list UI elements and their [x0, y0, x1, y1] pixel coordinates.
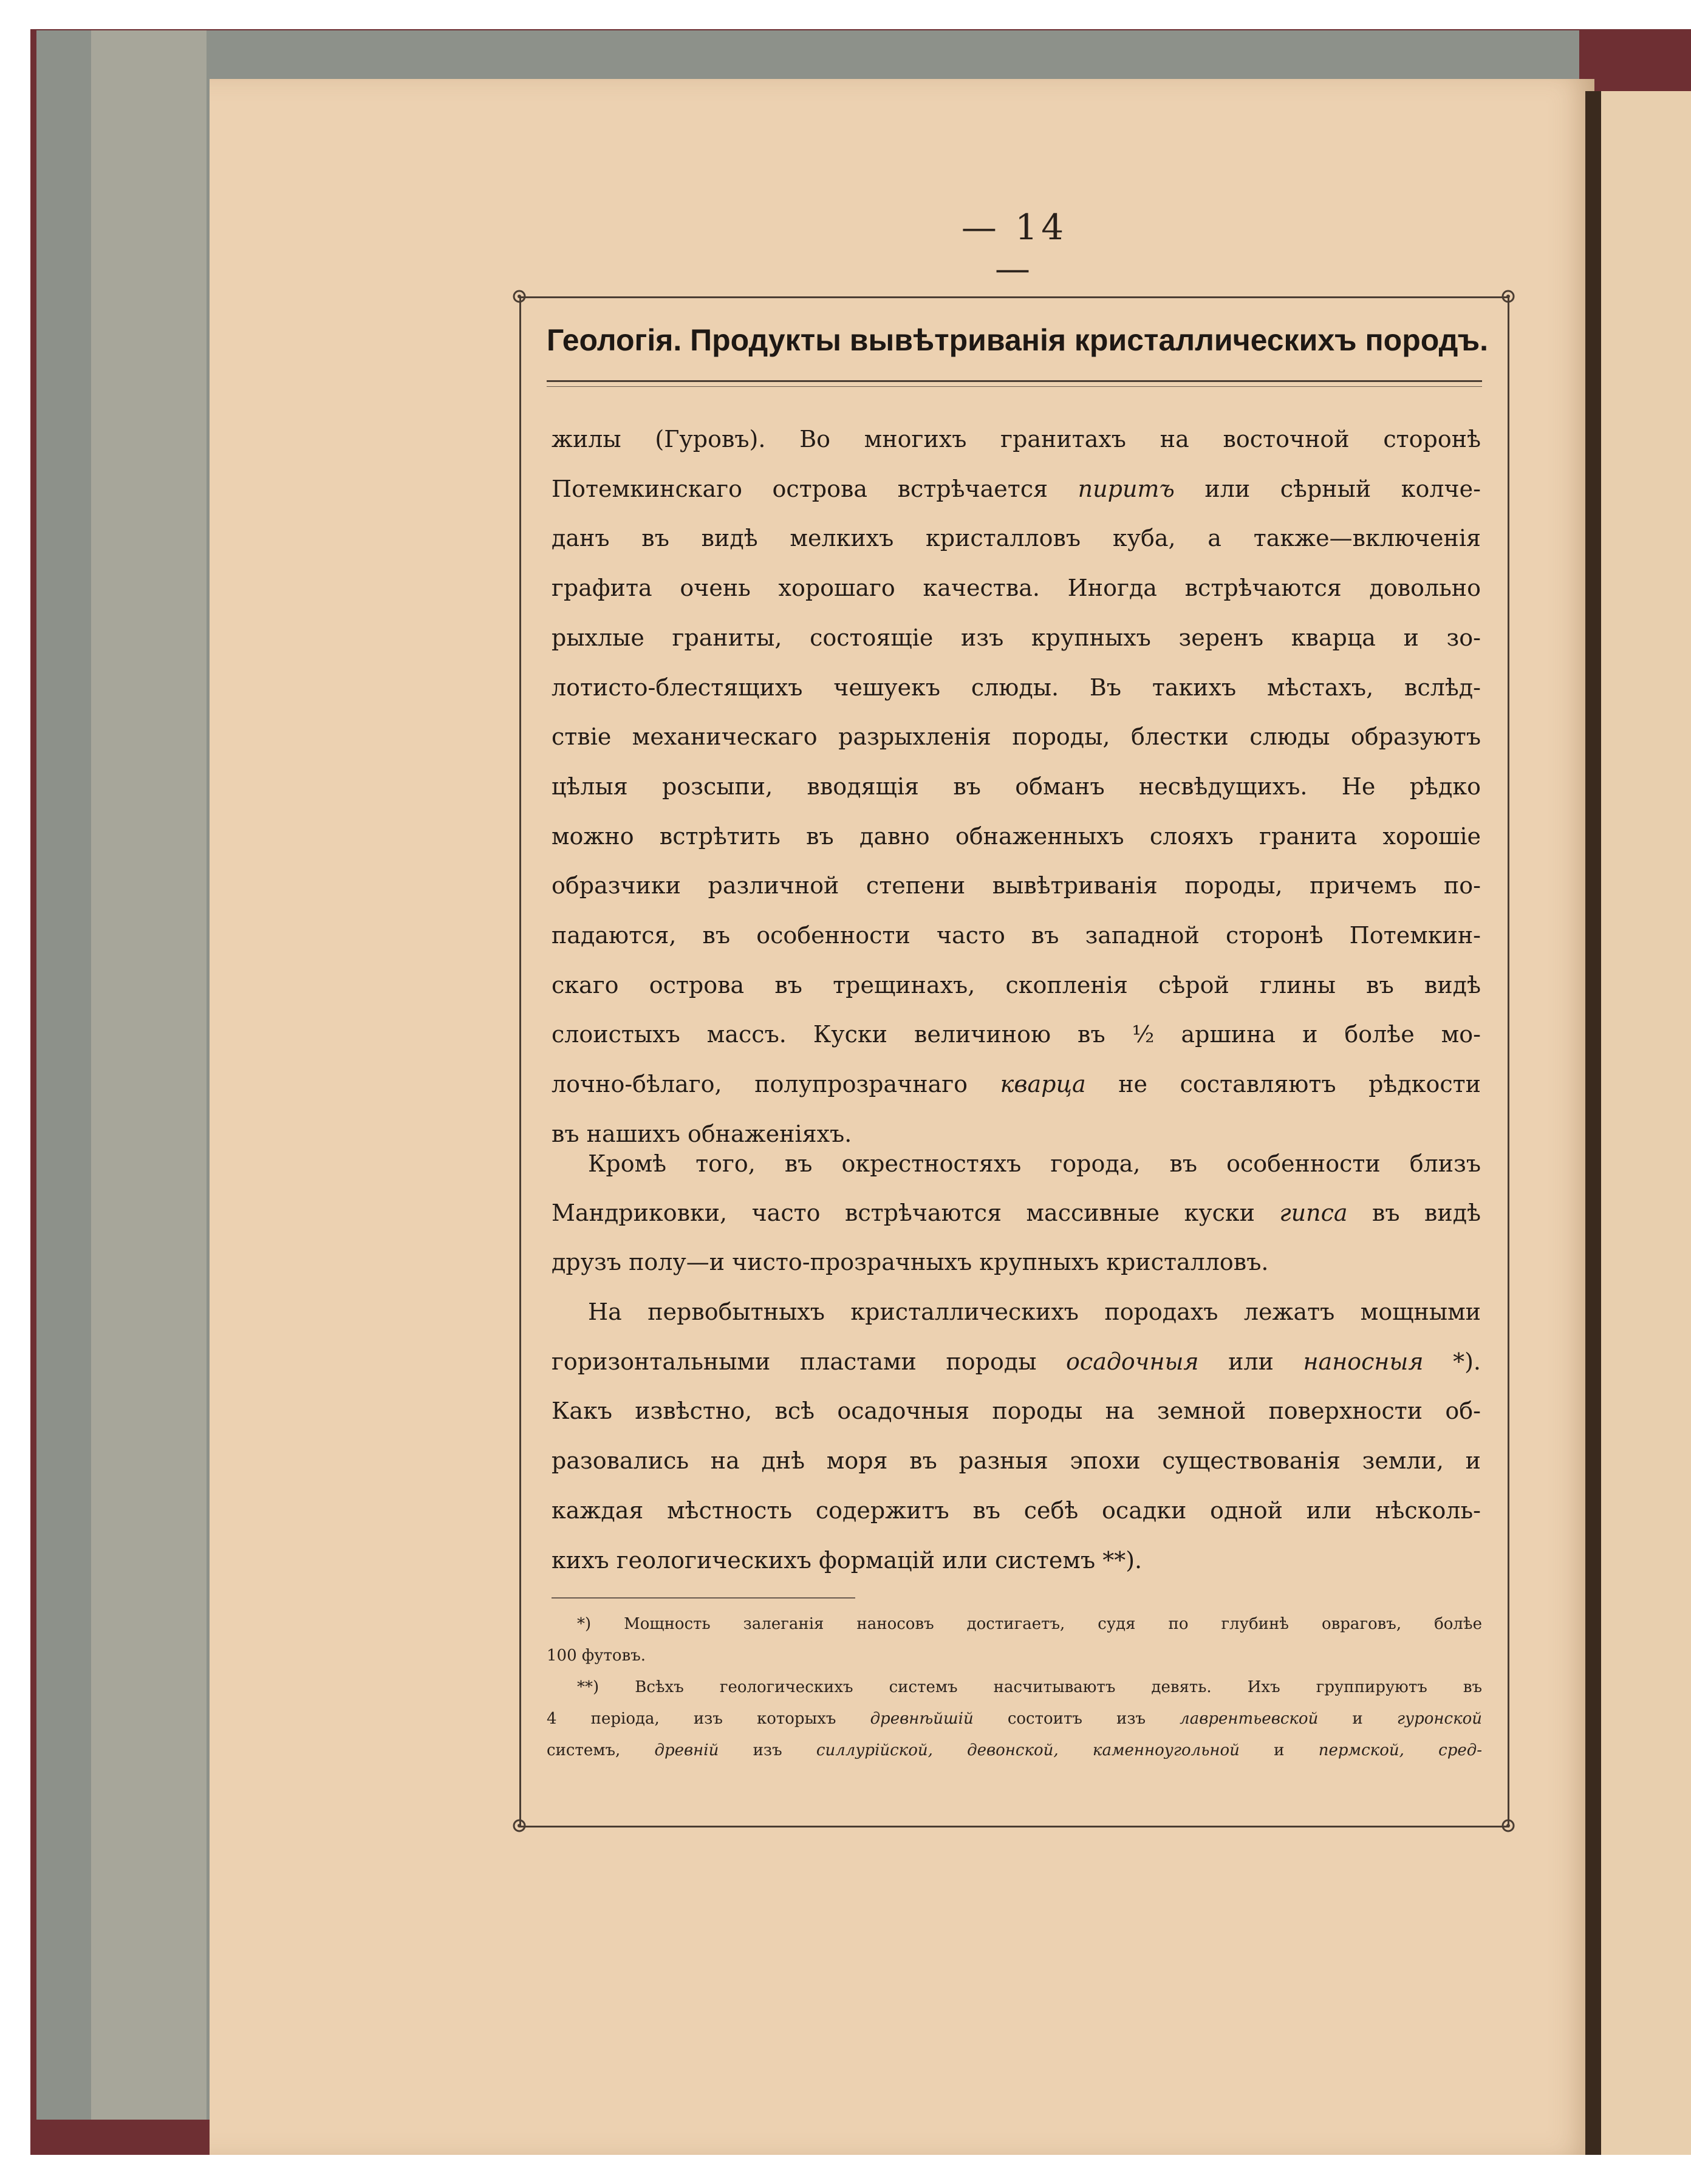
footnote-rule — [552, 1597, 855, 1599]
paragraph-2 — [552, 1139, 1481, 1287]
next-page-edge — [1596, 91, 1691, 2155]
text-line: Потемкинскаго острова встрѣчается пиритъ или сѣрный колче- — [552, 475, 1481, 502]
text-line: каждая мѣстность содержитъ въ себѣ осадки одной или нѣсколь- — [552, 1496, 1481, 1524]
text-line: Кромѣ того, въ окрестностяхъ города, въ особенности близъ — [588, 1150, 1481, 1177]
frame-top-rule — [519, 296, 1509, 298]
text-line: На первобытныхъ кристаллическихъ породахъ лежатъ мощными — [588, 1298, 1481, 1325]
text-line: Мандриковки, часто встрѣчаются массивные куски гипса въ видѣ — [552, 1199, 1481, 1226]
footnote-line: 4 періода, изъ которыхъ древнѣйшій состоитъ изъ лаврентьевской и гуронской — [547, 1710, 1482, 1728]
text-line: скаго острова въ трещинахъ, скопленія сѣрой глины въ видѣ — [552, 971, 1481, 998]
text-line: горизонтальными пластами породы осадочныя или наносныя *). — [552, 1348, 1481, 1375]
text-line: можно встрѣтить въ давно обнаженныхъ слояхъ гранита хорошіе — [552, 822, 1481, 850]
paragraph-3 — [552, 1288, 1481, 1585]
paragraph-1 — [552, 415, 1481, 1159]
heading-rule — [547, 380, 1482, 382]
footnote-line: 100 футовъ. — [547, 1647, 646, 1665]
footnote-line: системъ, древній изъ силлурійской, девонской, каменноугольной и пермской, сред- — [547, 1741, 1482, 1759]
text-line: разовались на днѣ моря въ разныя эпохи существованія земли, и — [552, 1447, 1481, 1475]
text-line: образчики различной степени вывѣтриванія породы, причемъ по- — [552, 872, 1481, 899]
text-line: рыхлые граниты, состоящіе изъ крупныхъ зеренъ кварца и зо- — [552, 624, 1481, 651]
footnotes — [547, 1608, 1482, 1766]
text-line: лочно-бѣлаго, полупрозрачнаго кварца не составляютъ рѣдкости — [552, 1071, 1481, 1098]
text-line: ствіе механическаго разрыхленія породы, блестки слюды образуютъ — [552, 723, 1481, 751]
text-line: кихъ геологическихъ формацій или системъ **). — [552, 1546, 1143, 1574]
frame-left-rule — [519, 296, 521, 1827]
text-line: друзъ полу—и чисто-прозрачныхъ крупныхъ кристалловъ. — [552, 1249, 1269, 1275]
text-line: цѣлыя розсыпи, вводящія въ обманъ несвѣдущихъ. Не рѣдко — [552, 773, 1481, 800]
page-number: — 14 — — [961, 206, 1068, 289]
heading-rule-thin — [547, 386, 1482, 387]
corner-ornament-icon — [1495, 283, 1522, 310]
corner-ornament-icon — [1495, 1812, 1522, 1839]
text-line: слоистыхъ массъ. Куски величиною въ ½ аршина и болѣе мо- — [552, 1021, 1481, 1048]
section-heading: Геологія. Продукты вывѣтриванія кристаллическихъ породъ. — [546, 323, 1489, 357]
backing-sheet-edge — [91, 30, 207, 2120]
text-line: жилы (Гуровъ). Во многихъ гранитахъ на восточной сторонѣ — [552, 426, 1481, 452]
footnote-line: *) Мощность залеганія наносовъ достигаетъ, судя по глубинѣ овраговъ, болѣе — [577, 1615, 1482, 1633]
corner-ornament-icon — [506, 283, 533, 310]
text-line: Какъ извѣстно, всѣ осадочныя породы на земной поверхности об- — [552, 1397, 1481, 1425]
corner-ornament-icon — [506, 1812, 533, 1839]
footnote-line: **) Всѣхъ геологическихъ системъ насчитываютъ девять. Ихъ группируютъ въ — [577, 1678, 1482, 1696]
frame-right-rule — [1508, 296, 1509, 1827]
text-line: лотисто-блестящихъ чешуекъ слюды. Въ такихъ мѣстахъ, вслѣд- — [552, 674, 1481, 701]
book-spine — [1585, 91, 1601, 2155]
text-line: данъ въ видѣ мелкихъ кристалловъ куба, а также—включенія — [552, 525, 1481, 552]
text-line: падаются, въ особенности часто въ западной сторонѣ Потемкин- — [552, 922, 1481, 949]
frame-bottom-rule — [519, 1826, 1509, 1827]
text-line: графита очень хорошаго качества. Иногда встрѣчаются довольно — [552, 575, 1481, 602]
text-line: въ нашихъ обнаженіяхъ. — [552, 1120, 852, 1147]
